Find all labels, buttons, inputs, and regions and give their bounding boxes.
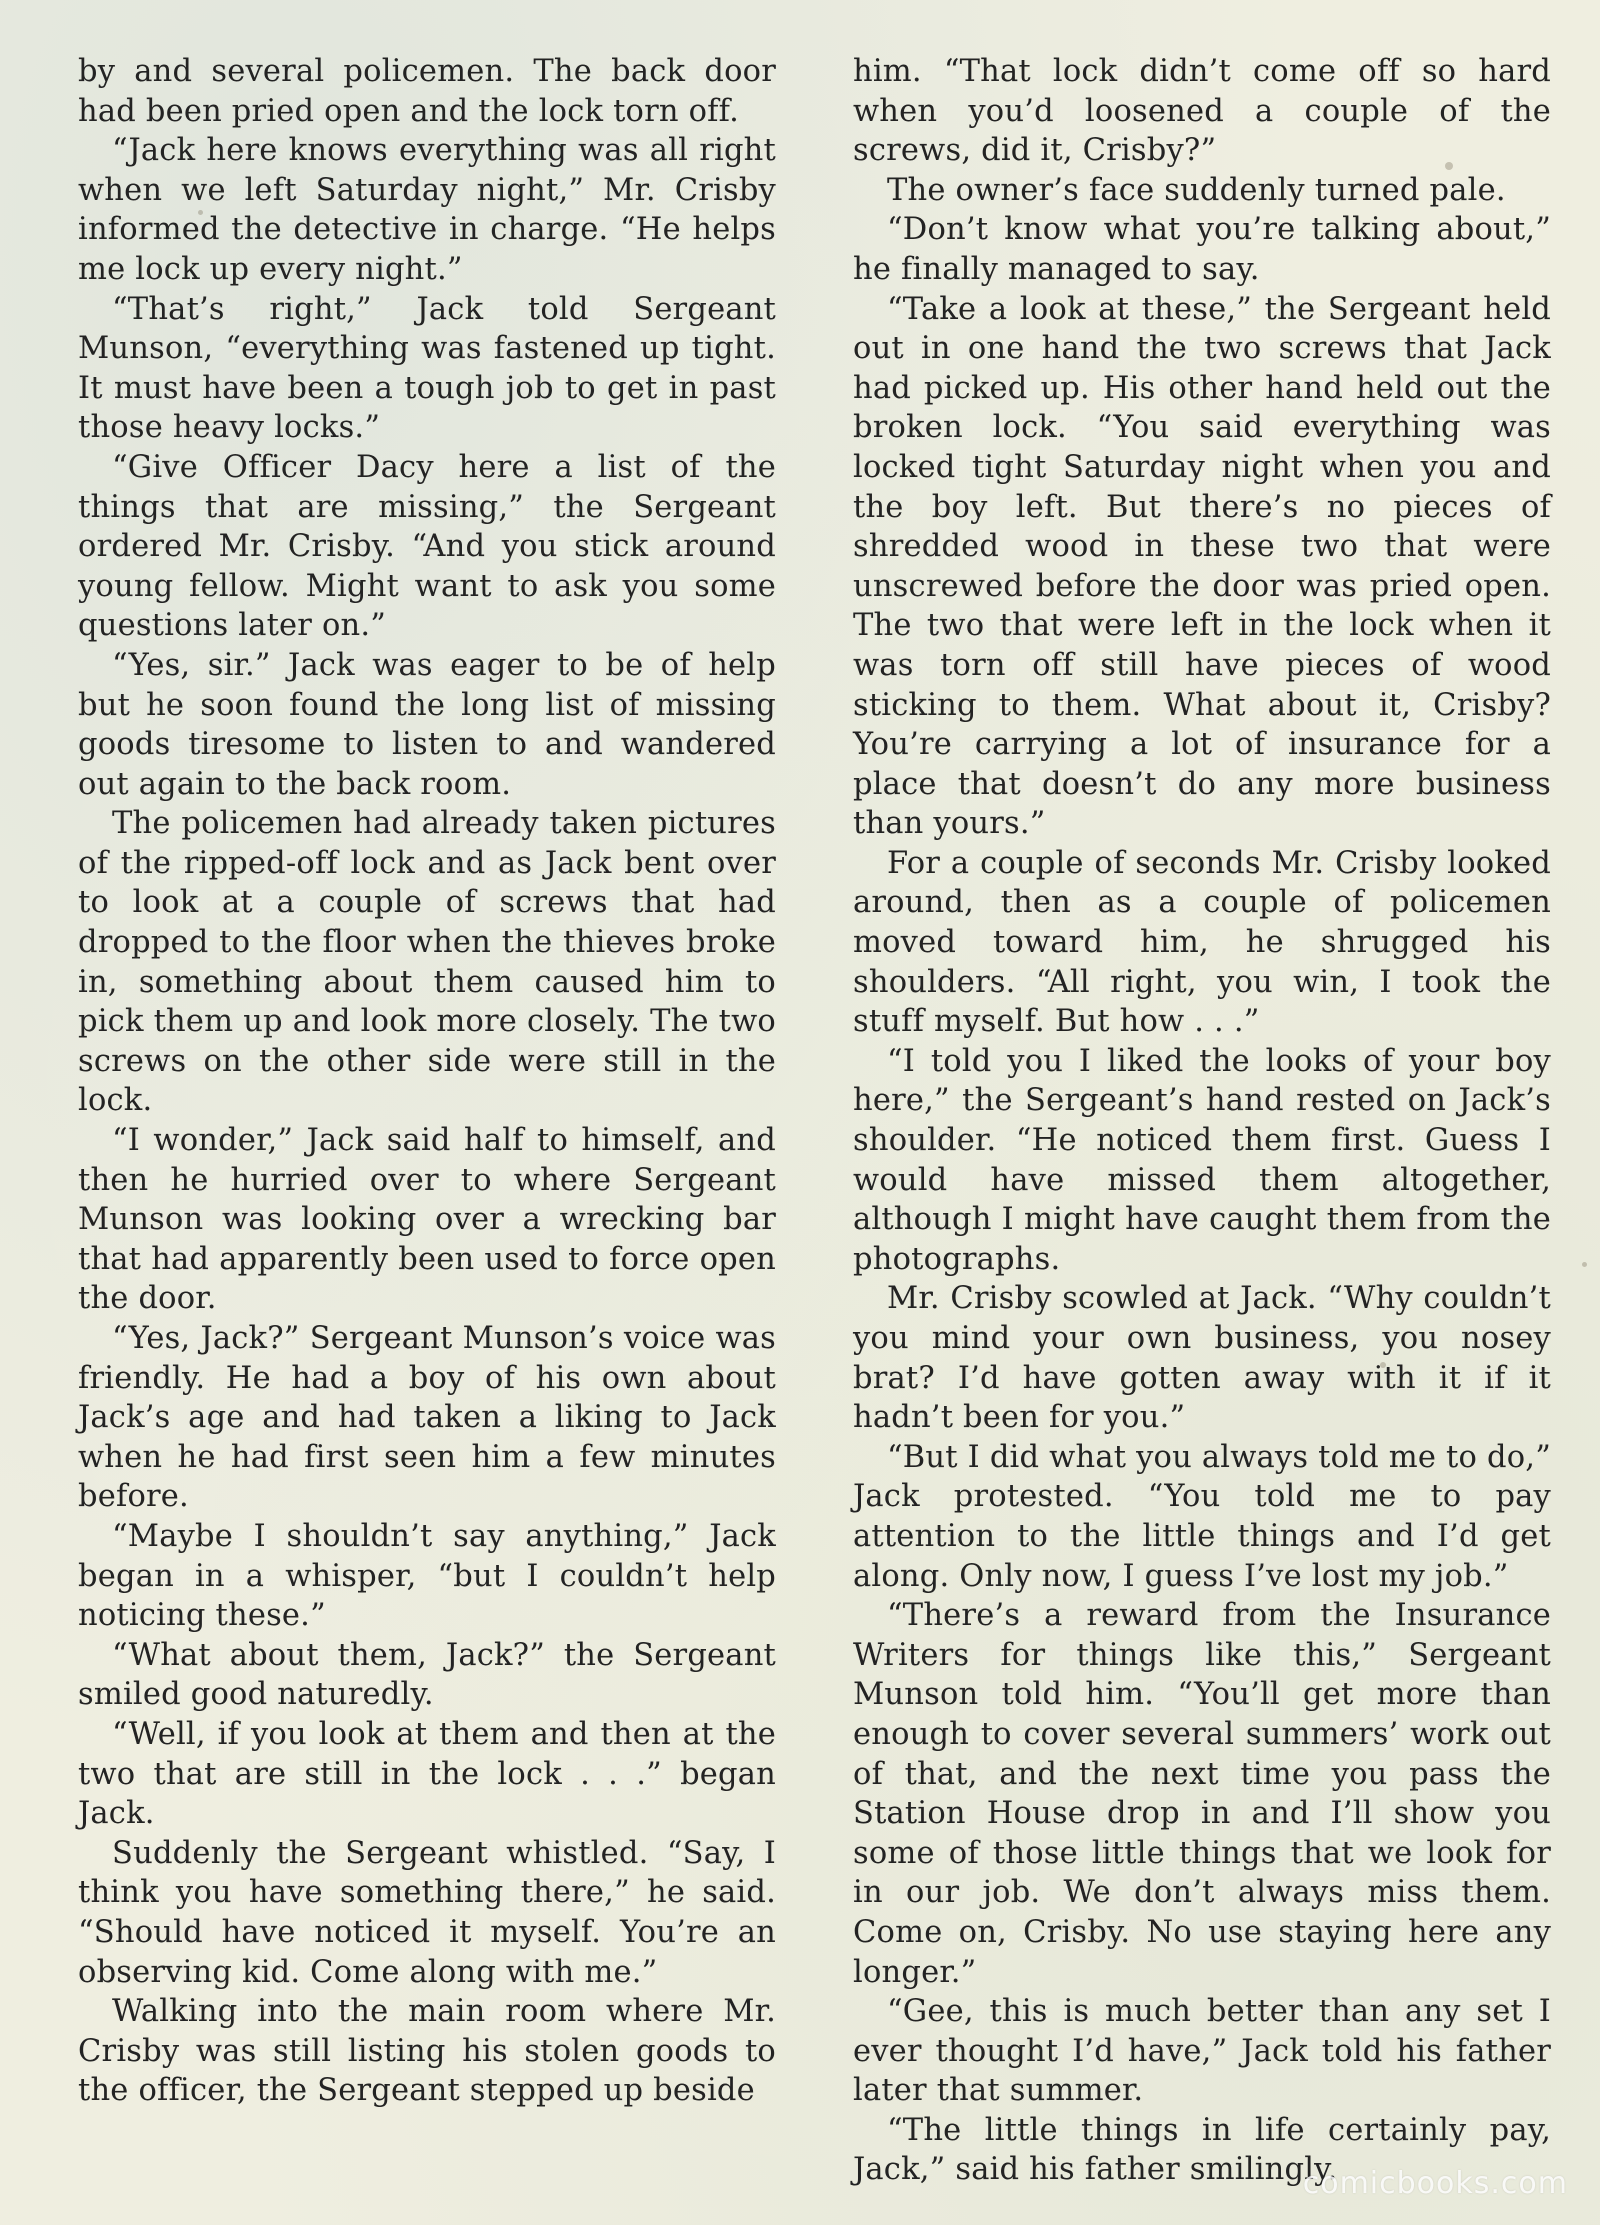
site-watermark: comicbooks.com (1302, 2166, 1568, 2201)
paragraph: Walking into the main room where Mr. Crisby was still listing his stolen goods to the officer, the Sergeant stepped up beside (78, 1994, 776, 2109)
paper-speck (1445, 162, 1453, 170)
paragraph: For a couple of seconds Mr. Crisby looked around, then as a couple of policemen moved toward him, he shrugged his shoulders. “All right, you win, I took the stuff myself. But how . . .” (853, 845, 1551, 1040)
paragraph: “Gee, this is much better than any set I ever thought I’d have,” Jack told his father later that summer. (853, 1994, 1551, 2109)
paragraph: “Yes, Jack?” Sergeant Munson’s voice was friendly. He had a boy of his own about Jack’s age and had taken a liking to Jack when he had first seen him a few minutes before. (78, 1321, 776, 1515)
paragraph: “There’s a reward from the Insurance Writers for things like this,” Sergeant Munson told him. “You’ll get more than enough to cover several summers’ work out of that, and the next time you pass the Station House drop in and I’ll show you some of those little things that we look for in our job. We don’t always miss them. Come on, Crisby. No use staying here any longer.” (853, 1598, 1551, 1990)
paragraph: “Jack here knows everything was all right when we left Saturday night,” Mr. Crisby informed the detective in charge. “He helps me lock up every night.” (78, 133, 776, 287)
paragraph: “What about them, Jack?” the Sergeant smiled good naturedly. (78, 1637, 776, 1713)
paragraph: The owner’s face suddenly turned pale. (887, 172, 1506, 208)
paragraph: “But I did what you always told me to do,” Jack protested. “You told me to pay attention to the little things and I’d get along. Only now, I guess I’ve lost my job.” (853, 1439, 1551, 1594)
paragraph: “Maybe I shouldn’t say anything,” Jack began in a whisper, “but I couldn’t help noticing these.” (78, 1518, 776, 1634)
paragraph: by and several policemen. The back door had been pried open and the lock torn off. (78, 54, 776, 129)
paragraph: “Give Officer Dacy here a list of the things that are missing,” the Sergeant ordered Mr. Crisby. “And you stick around young fellow. Might want to ask you some questions later on.” (78, 449, 776, 644)
paper-speck (1380, 1362, 1386, 1368)
paragraph: Suddenly the Sergeant whistled. “Say, I think you have something there,” he said. “Should have noticed it myself. You’re an observing kid. Come along with me.” (78, 1835, 776, 1990)
paper-speck (198, 210, 203, 215)
paragraph: him. “That lock didn’t come off so hard when you’d loosened a couple of the screws, did it, Crisby?” (853, 54, 1551, 169)
left-text-column (78, 52, 776, 2111)
paper-speck (1582, 1262, 1587, 1267)
paragraph: “Well, if you look at them and then at the two that are still in the lock . . .” began Jack. (78, 1716, 776, 1832)
paragraph: “The little things in life certainly pay, Jack,” said his father smilingly. (853, 2112, 1551, 2188)
right-text-column (853, 52, 1551, 2190)
paragraph: “That’s right,” Jack told Sergeant Munson, “everything was fastened up tight. It must have been a tough job to get in past those heavy locks.” (78, 291, 776, 446)
paragraph: “I told you I liked the looks of your boy here,” the Sergeant’s hand rested on Jack’s shoulder. “He noticed them first. Guess I would have missed them altogether, although I might have caught them from the photographs. (853, 1043, 1551, 1277)
paragraph: “Yes, sir.” Jack was eager to be of help but he soon found the long list of missing goods tiresome to listen to and wandered out again to the back room. (78, 647, 776, 802)
paragraph: The policemen had already taken pictures of the ripped-off lock and as Jack bent over to look at a couple of screws that had dropped to the floor when the thieves broke in, something about them caused him to pick them up and look more closely. The two screws on the other side were still in the lock. (78, 806, 776, 1119)
paragraph: “I wonder,” Jack said half to himself, and then he hurried over to where Sergeant Munson was looking over a wrecking bar that had apparently been used to force open the door. (78, 1123, 776, 1317)
paragraph: “Take a look at these,” the Sergeant held out in one hand the two screws that Jack had picked up. His other hand held out the broken lock. “You said everything was locked tight Saturday night when you and the boy left. But there’s no pieces of shredded wood in these two that were unscrewed before the door was pried open. The two that were left in the lock when it was torn off still have pieces of wood sticking to them. What about it, Crisby? You’re carrying a lot of insurance for a place that doesn’t do any more business than yours.” (853, 291, 1551, 842)
paragraph: Mr. Crisby scowled at Jack. “Why couldn’t you mind your own business, you nosey brat? I’d have gotten away with it if it hadn’t been for you.” (853, 1281, 1551, 1436)
paragraph: “Don’t know what you’re talking about,” he finally managed to say. (853, 212, 1551, 287)
